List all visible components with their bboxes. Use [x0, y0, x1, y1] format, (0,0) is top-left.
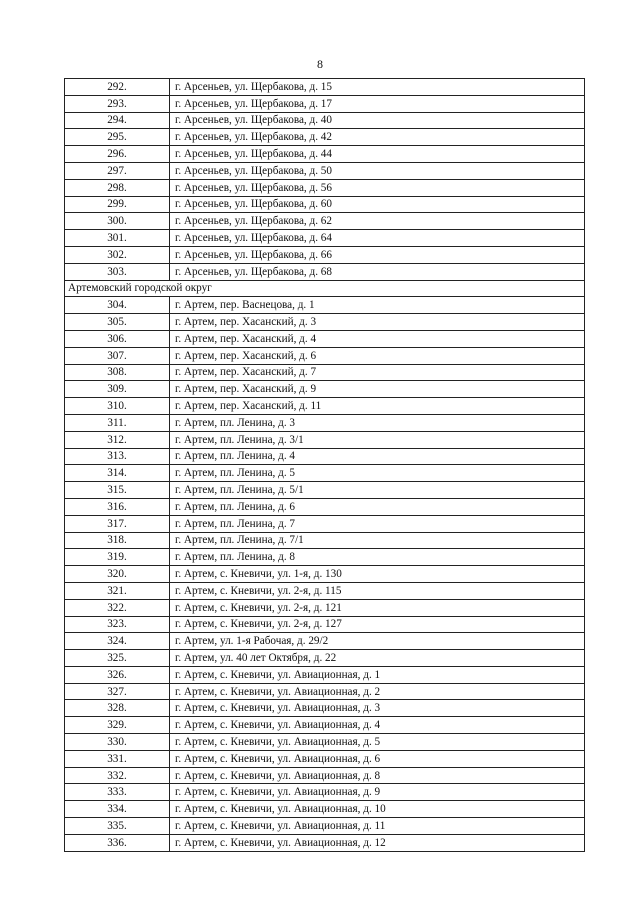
- table-row: [65, 683, 585, 700]
- table-row: [65, 801, 585, 818]
- row-number: 295.: [65, 129, 170, 146]
- row-address: г. Арсеньев, ул. Щербакова, д. 68: [170, 263, 585, 280]
- row-number: 333.: [65, 784, 170, 801]
- row-number: 306.: [65, 330, 170, 347]
- row-address: г. Артем, пер. Васнецова, д. 1: [170, 297, 585, 314]
- row-address: г. Арсеньев, ул. Щербакова, д. 50: [170, 162, 585, 179]
- table-row: [65, 162, 585, 179]
- row-address: г. Арсеньев, ул. Щербакова, д. 42: [170, 129, 585, 146]
- row-number: 334.: [65, 801, 170, 818]
- row-address: г. Артем, пер. Хасанский, д. 9: [170, 381, 585, 398]
- row-number: 305.: [65, 314, 170, 331]
- row-address: г. Арсеньев, ул. Щербакова, д. 56: [170, 179, 585, 196]
- row-number: 298.: [65, 179, 170, 196]
- table-row: [65, 734, 585, 751]
- table-row: [65, 112, 585, 129]
- row-address: г. Арсеньев, ул. Щербакова, д. 15: [170, 79, 585, 96]
- row-address: г. Артем, с. Кневичи, ул. Авиационная, д. 12: [170, 834, 585, 851]
- row-address: г. Артем, ул. 1-я Рабочая, д. 29/2: [170, 633, 585, 650]
- row-number: 319.: [65, 549, 170, 566]
- row-address: г. Артем, с. Кневичи, ул. Авиационная, д. 10: [170, 801, 585, 818]
- row-address: г. Арсеньев, ул. Щербакова, д. 44: [170, 146, 585, 163]
- table-row: [65, 532, 585, 549]
- row-address: г. Артем, пл. Ленина, д. 8: [170, 549, 585, 566]
- table-row: [65, 498, 585, 515]
- table-row: [65, 448, 585, 465]
- table-row: [65, 263, 585, 280]
- row-address: г. Артем, пер. Хасанский, д. 7: [170, 364, 585, 381]
- row-number: 320.: [65, 566, 170, 583]
- row-number: 336.: [65, 834, 170, 851]
- row-number: 323.: [65, 616, 170, 633]
- table-row: [65, 129, 585, 146]
- row-number: 303.: [65, 263, 170, 280]
- table-row: [65, 381, 585, 398]
- section-title: Артемовский городской округ: [65, 280, 585, 297]
- table-row: [65, 146, 585, 163]
- table-row: [65, 230, 585, 247]
- row-address: г. Артем, пл. Ленина, д. 5/1: [170, 482, 585, 499]
- row-number: 326.: [65, 666, 170, 683]
- row-number: 301.: [65, 230, 170, 247]
- table-row: [65, 767, 585, 784]
- row-address: г. Артем, пл. Ленина, д. 3: [170, 414, 585, 431]
- row-number: 300.: [65, 213, 170, 230]
- row-address: г. Артем, с. Кневичи, ул. Авиационная, д. 8: [170, 767, 585, 784]
- row-number: 317.: [65, 515, 170, 532]
- row-address: г. Артем, пер. Хасанский, д. 4: [170, 330, 585, 347]
- row-number: 315.: [65, 482, 170, 499]
- row-number: 318.: [65, 532, 170, 549]
- row-number: 310.: [65, 398, 170, 415]
- row-address: г. Артем, с. Кневичи, ул. 2-я, д. 115: [170, 582, 585, 599]
- row-number: 330.: [65, 734, 170, 751]
- table-row: [65, 246, 585, 263]
- row-address: г. Арсеньев, ул. Щербакова, д. 17: [170, 95, 585, 112]
- address-table-body: [65, 79, 585, 852]
- row-address: г. Артем, с. Кневичи, ул. Авиационная, д. 2: [170, 683, 585, 700]
- table-row: [65, 515, 585, 532]
- table-row: [65, 314, 585, 331]
- table-row: [65, 482, 585, 499]
- row-address: г. Артем, с. Кневичи, ул. 1-я, д. 130: [170, 566, 585, 583]
- table-row: [65, 347, 585, 364]
- row-number: 314.: [65, 465, 170, 482]
- table-row: [65, 364, 585, 381]
- table-row: [65, 700, 585, 717]
- table-row: [65, 666, 585, 683]
- row-number: 313.: [65, 448, 170, 465]
- row-address: г. Артем, с. Кневичи, ул. Авиационная, д. 6: [170, 750, 585, 767]
- table-row: [65, 213, 585, 230]
- table-row: [65, 196, 585, 213]
- row-number: 328.: [65, 700, 170, 717]
- row-number: 293.: [65, 95, 170, 112]
- row-address: г. Артем, пл. Ленина, д. 7: [170, 515, 585, 532]
- table-row: [65, 599, 585, 616]
- row-address: г. Артем, с. Кневичи, ул. Авиационная, д. 11: [170, 818, 585, 835]
- row-number: 321.: [65, 582, 170, 599]
- table-row: [65, 566, 585, 583]
- row-number: 302.: [65, 246, 170, 263]
- row-address: г. Арсеньев, ул. Щербакова, д. 66: [170, 246, 585, 263]
- row-address: г. Артем, пер. Хасанский, д. 11: [170, 398, 585, 415]
- table-row: [65, 834, 585, 851]
- row-address: г. Артем, с. Кневичи, ул. Авиационная, д. 9: [170, 784, 585, 801]
- row-number: 312.: [65, 431, 170, 448]
- row-number: 299.: [65, 196, 170, 213]
- table-row: [65, 431, 585, 448]
- row-number: 332.: [65, 767, 170, 784]
- table-row: [65, 616, 585, 633]
- row-number: 327.: [65, 683, 170, 700]
- table-row: [65, 330, 585, 347]
- row-address: г. Артем, пл. Ленина, д. 4: [170, 448, 585, 465]
- table-row: [65, 179, 585, 196]
- row-address: г. Арсеньев, ул. Щербакова, д. 64: [170, 230, 585, 247]
- table-row: [65, 95, 585, 112]
- row-address: г. Артем, с. Кневичи, ул. 2-я, д. 121: [170, 599, 585, 616]
- row-number: 316.: [65, 498, 170, 515]
- row-address: г. Арсеньев, ул. Щербакова, д. 60: [170, 196, 585, 213]
- row-number: 294.: [65, 112, 170, 129]
- table-row: [65, 650, 585, 667]
- row-number: 307.: [65, 347, 170, 364]
- table-row: [65, 414, 585, 431]
- table-row: [65, 784, 585, 801]
- row-address: г. Артем, пл. Ленина, д. 7/1: [170, 532, 585, 549]
- table-row: [65, 297, 585, 314]
- table-row: [65, 633, 585, 650]
- row-number: 297.: [65, 162, 170, 179]
- table-row: [65, 398, 585, 415]
- row-address: г. Артем, с. Кневичи, ул. Авиационная, д. 4: [170, 717, 585, 734]
- row-address: г. Артем, пер. Хасанский, д. 6: [170, 347, 585, 364]
- row-number: 322.: [65, 599, 170, 616]
- row-address: г. Арсеньев, ул. Щербакова, д. 62: [170, 213, 585, 230]
- row-number: 325.: [65, 650, 170, 667]
- row-address: г. Артем, пер. Хасанский, д. 3: [170, 314, 585, 331]
- table-row: [65, 582, 585, 599]
- table-row: [65, 818, 585, 835]
- row-address: г. Артем, с. Кневичи, ул. Авиационная, д. 5: [170, 734, 585, 751]
- row-address: г. Артем, с. Кневичи, ул. Авиационная, д. 1: [170, 666, 585, 683]
- table-row: [65, 465, 585, 482]
- row-number: 304.: [65, 297, 170, 314]
- table-row: [65, 549, 585, 566]
- row-address: г. Арсеньев, ул. Щербакова, д. 40: [170, 112, 585, 129]
- row-address: г. Артем, пл. Ленина, д. 3/1: [170, 431, 585, 448]
- row-number: 331.: [65, 750, 170, 767]
- page-number: 8: [317, 57, 323, 71]
- row-address: г. Артем, с. Кневичи, ул. 2-я, д. 127: [170, 616, 585, 633]
- row-number: 311.: [65, 414, 170, 431]
- row-address: г. Артем, пл. Ленина, д. 5: [170, 465, 585, 482]
- row-address: г. Артем, ул. 40 лет Октября, д. 22: [170, 650, 585, 667]
- row-number: 324.: [65, 633, 170, 650]
- section-header-row: [65, 280, 585, 297]
- row-number: 308.: [65, 364, 170, 381]
- row-number: 292.: [65, 79, 170, 96]
- row-address: г. Артем, пл. Ленина, д. 6: [170, 498, 585, 515]
- row-address: г. Артем, с. Кневичи, ул. Авиационная, д. 3: [170, 700, 585, 717]
- row-number: 329.: [65, 717, 170, 734]
- table-row: [65, 750, 585, 767]
- row-number: 335.: [65, 818, 170, 835]
- row-number: 296.: [65, 146, 170, 163]
- table-row: [65, 79, 585, 96]
- address-table: [64, 78, 585, 852]
- table-row: [65, 717, 585, 734]
- row-number: 309.: [65, 381, 170, 398]
